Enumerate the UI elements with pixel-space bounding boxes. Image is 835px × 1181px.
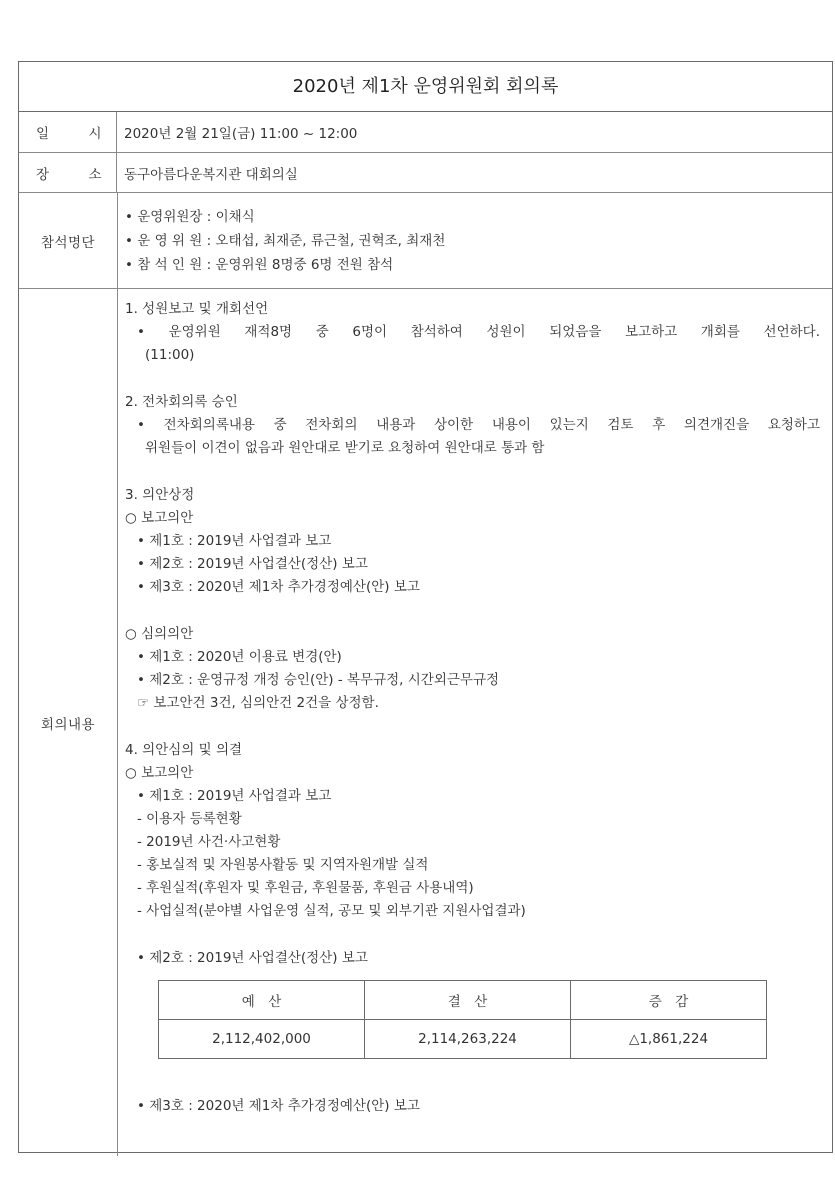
content-label: 회의내용 <box>19 289 118 1156</box>
row-date <box>19 112 832 153</box>
attendee-members: • 운 영 위 원 : 오태섭, 최재준, 류근철, 권혁조, 최재천 <box>125 232 446 249</box>
list-item: • 제1호 : 2019년 사업결과 보고 <box>137 788 332 804</box>
meeting-minutes-document <box>18 61 833 1153</box>
attendees-label: 참석명단 <box>19 193 118 288</box>
header-settlement: 결 산 <box>365 981 571 1020</box>
row-attendees <box>19 193 832 289</box>
section-heading: 3. 의안상정 <box>125 487 195 503</box>
list-item: • 운영위원 재적8명 중 6명이 참석하여 성원이 되었음을 보고하고 개회를 선언하다. <box>137 324 820 340</box>
sub-item: - 홍보실적 및 자원봉사활동 및 지역자원개발 실적 <box>137 857 429 873</box>
place-label: 장 소 <box>19 153 117 192</box>
value-budget: 2,112,402,000 <box>159 1020 365 1059</box>
list-item: 위원들이 이견이 없음과 원안대로 받기로 요청하여 원안대로 통과 함 <box>145 440 545 456</box>
list-item: • 제2호 : 운영규정 개정 승인(안) - 복무규정, 시간외근무규정 <box>137 672 500 688</box>
date-value: 2020년 2월 21일(금) 11:00 ~ 12:00 <box>124 126 358 142</box>
attendee-chair: • 운영위원장 : 이채식 <box>125 208 255 225</box>
header-difference: 증 감 <box>571 981 767 1020</box>
list-item: • 제1호 : 2019년 사업결과 보고 <box>137 533 332 549</box>
content-body <box>118 289 832 1156</box>
section-heading: 4. 의안심의 및 의결 <box>125 742 243 758</box>
sub-item: - 후원실적(후원자 및 후원금, 후원물품, 후원금 사용내역) <box>137 880 474 896</box>
sub-item: - 2019년 사건·사고현황 <box>137 834 281 850</box>
section-heading: 1. 성원보고 및 개회선언 <box>125 301 269 317</box>
table-row <box>159 1020 767 1059</box>
date-label: 일 시 <box>19 112 117 152</box>
list-item: • 제2호 : 2019년 사업결산(정산) 보고 <box>137 556 368 572</box>
document-title: 2020년 제1차 운영위원회 회의록 <box>19 62 832 112</box>
header-budget: 예 산 <box>159 981 365 1020</box>
sub-item: - 이용자 등록현황 <box>137 811 242 827</box>
budget-table <box>158 980 767 1059</box>
subsection-heading: ○ 심의의안 <box>125 626 194 642</box>
place-value: 동구아름다운복지관 대회의실 <box>124 166 298 183</box>
list-item: • 제2호 : 2019년 사업결산(정산) 보고 <box>137 950 368 966</box>
list-item: (11:00) <box>145 347 195 363</box>
list-item: • 제3호 : 2020년 제1차 추가경정예산(안) 보고 <box>137 1098 420 1114</box>
row-place <box>19 153 832 193</box>
list-item: • 제1호 : 2020년 이용료 변경(안) <box>137 649 342 665</box>
list-item: • 전차회의록내용 중 전차회의 내용과 상이한 내용이 있는지 검토 후 의견개진을 요청하고 <box>137 417 820 433</box>
value-difference: △1,861,224 <box>571 1020 767 1059</box>
attendee-count: • 참 석 인 원 : 운영위원 8명중 6명 전원 참석 <box>125 256 394 273</box>
section-heading: 2. 전차회의록 승인 <box>125 394 238 410</box>
sub-item: - 사업실적(분야별 사업운영 실적, 공모 및 외부기관 지원사업결과) <box>137 903 526 919</box>
note-line: ☞ 보고안건 3건, 심의안건 2건을 상정함. <box>137 695 379 711</box>
value-settlement: 2,114,263,224 <box>365 1020 571 1059</box>
attendees-list <box>118 193 832 288</box>
table-row <box>159 981 767 1020</box>
list-item: • 제3호 : 2020년 제1차 추가경정예산(안) 보고 <box>137 579 420 595</box>
subsection-heading: ○ 보고의안 <box>125 765 194 781</box>
row-content <box>19 289 832 1156</box>
subsection-heading: ○ 보고의안 <box>125 510 194 526</box>
